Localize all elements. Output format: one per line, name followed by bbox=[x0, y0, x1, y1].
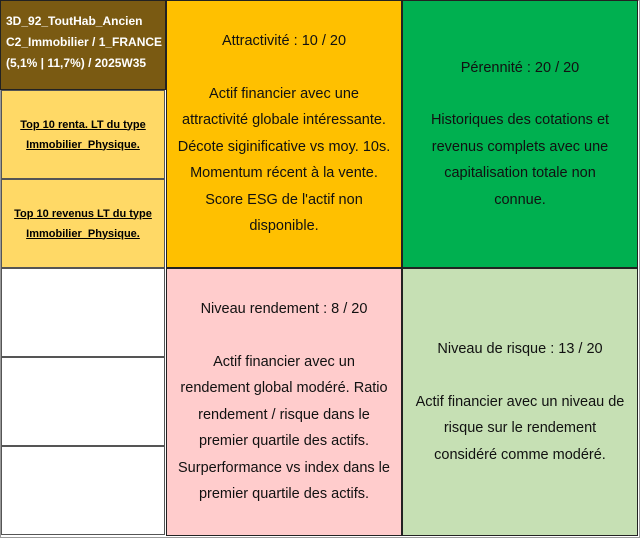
perennite-line: revenus complets avec une bbox=[431, 138, 609, 155]
risque-title: Niveau de risque : 13 / 20 bbox=[437, 341, 603, 357]
asset-stats: (5,1% | 11,7%) / 2025W35 bbox=[6, 56, 147, 70]
attractivite-line: attractivité globale intéressante. bbox=[182, 112, 386, 129]
asset-header bbox=[0, 0, 166, 90]
rendement-title: Niveau rendement : 8 / 20 bbox=[200, 301, 368, 318]
empty-cell-1 bbox=[1, 268, 165, 357]
top10-renta-line1[interactable]: Top 10 renta. LT du type bbox=[20, 118, 146, 131]
rendement-line: premier quartile des actifs. bbox=[198, 486, 370, 503]
risque-line: considéré comme modéré. bbox=[434, 446, 606, 463]
attractivite-line: Actif financier avec une bbox=[209, 85, 359, 102]
asset-category: C2_Immobilier / 1_FRANCE bbox=[6, 35, 163, 49]
asset-id: 3D_92_ToutHab_Ancien bbox=[6, 14, 143, 28]
perennite-title: Pérennité : 20 / 20 bbox=[460, 59, 580, 76]
top10-renta-link[interactable] bbox=[1, 90, 165, 179]
empty-cell-3 bbox=[1, 446, 165, 535]
attractivite-line: disponible. bbox=[249, 218, 319, 235]
top10-revenus-link[interactable] bbox=[1, 179, 165, 268]
attractivite-line: Score ESG de l'actif non bbox=[205, 191, 363, 208]
rendement-line: rendement / risque dans le bbox=[198, 406, 370, 423]
attractivite-line: Momentum récent à la vente. bbox=[190, 165, 378, 182]
risque-line: Actif financier avec un niveau de bbox=[415, 393, 625, 410]
perennite-panel bbox=[402, 0, 638, 268]
attractivite-line: Décote siginificative vs moy. 10s. bbox=[177, 138, 391, 155]
risque-line: risque sur le rendement bbox=[443, 420, 597, 436]
top10-renta-line2[interactable]: Immobilier_Physique. bbox=[26, 138, 140, 151]
empty-cell-2 bbox=[1, 357, 165, 446]
rendement-line: Actif financier avec un bbox=[213, 353, 355, 370]
rendement-line: Surperformance vs index dans le bbox=[178, 459, 390, 476]
attractivite-panel bbox=[166, 0, 402, 268]
rendement-line: premier quartile des actifs. bbox=[198, 433, 370, 450]
perennite-line: connue. bbox=[494, 191, 546, 208]
rendement-line: rendement global modéré. Ratio bbox=[180, 380, 388, 397]
attractivite-title: Attractivité : 10 / 20 bbox=[221, 33, 347, 50]
rendement-panel bbox=[166, 268, 402, 536]
perennite-line: capitalisation totale non bbox=[444, 165, 596, 182]
top10-revenus-line1[interactable]: Top 10 revenus LT du type bbox=[14, 207, 152, 220]
perennite-line: Historiques des cotations et bbox=[430, 112, 610, 129]
top10-revenus-line2[interactable]: Immobilier_Physique. bbox=[26, 227, 140, 240]
risque-panel bbox=[402, 268, 638, 536]
